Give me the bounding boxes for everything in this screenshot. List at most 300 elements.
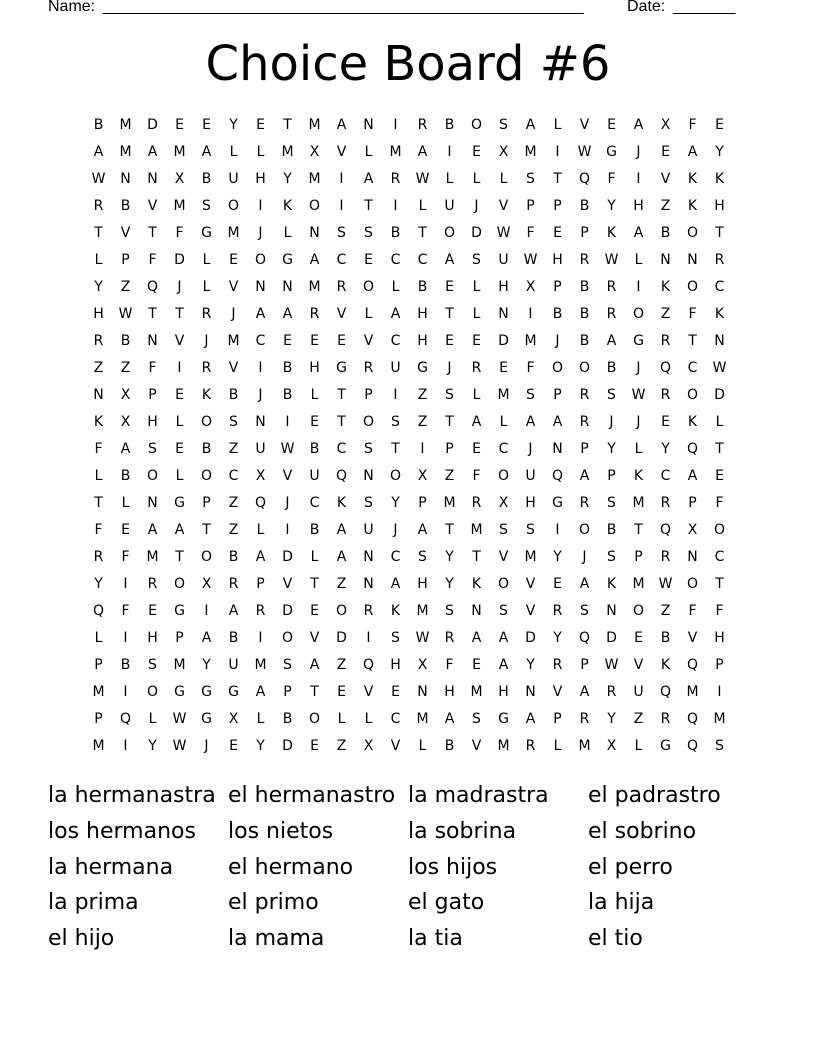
grid-letter[interactable]: C	[417, 252, 428, 268]
grid-letter[interactable]: T	[715, 441, 724, 457]
grid-letter[interactable]: L	[94, 468, 103, 484]
grid-letter[interactable]: A	[147, 522, 158, 538]
grid-letter[interactable]: Q	[578, 171, 591, 187]
grid-letter[interactable]: T	[337, 414, 346, 430]
grid-letter[interactable]: A	[498, 657, 509, 673]
grid-letter[interactable]: I	[258, 360, 263, 376]
grid-letter[interactable]: U	[390, 360, 401, 376]
grid-letter[interactable]: X	[498, 144, 509, 160]
grid-letter[interactable]: S	[364, 441, 373, 457]
grid-letter[interactable]: E	[310, 738, 319, 754]
grid-letter[interactable]: T	[391, 441, 400, 457]
grid-letter[interactable]: R	[606, 306, 617, 322]
grid-letter[interactable]: J	[636, 360, 641, 376]
grid-letter[interactable]: E	[175, 387, 184, 403]
grid-letter[interactable]: M	[416, 603, 429, 619]
grid-letter[interactable]: A	[93, 144, 104, 160]
grid-letter[interactable]: R	[660, 711, 671, 727]
grid-letter[interactable]: A	[201, 144, 212, 160]
grid-letter[interactable]: S	[499, 117, 508, 133]
grid-letter[interactable]: A	[417, 522, 428, 538]
grid-letter[interactable]: S	[229, 414, 238, 430]
grid-letter[interactable]: M	[173, 144, 186, 160]
grid-letter[interactable]: R	[201, 360, 212, 376]
grid-letter[interactable]: T	[175, 306, 184, 322]
grid-letter[interactable]: O	[578, 522, 591, 538]
grid-letter[interactable]: R	[660, 495, 671, 511]
grid-letter[interactable]: G	[228, 684, 239, 700]
grid-letter[interactable]: O	[632, 603, 645, 619]
grid-letter[interactable]: S	[364, 225, 373, 241]
grid-letter[interactable]: M	[92, 738, 105, 754]
grid-letter[interactable]: A	[336, 549, 347, 565]
grid-letter[interactable]: B	[228, 630, 239, 646]
grid-letter[interactable]: M	[92, 684, 105, 700]
grid-letter[interactable]: I	[636, 279, 641, 295]
grid-letter[interactable]: X	[309, 144, 320, 160]
grid-letter[interactable]: R	[93, 198, 104, 214]
grid-letter[interactable]: D	[606, 630, 617, 646]
grid-letter[interactable]: E	[715, 117, 724, 133]
grid-letter[interactable]: H	[390, 657, 401, 673]
grid-letter[interactable]: G	[201, 684, 212, 700]
grid-letter[interactable]: I	[339, 198, 344, 214]
grid-letter[interactable]: X	[417, 657, 428, 673]
grid-letter[interactable]: F	[688, 306, 697, 322]
grid-letter[interactable]: O	[362, 279, 375, 295]
grid-letter[interactable]: B	[606, 522, 617, 538]
grid-letter[interactable]: F	[94, 522, 103, 538]
grid-letter[interactable]: N	[147, 495, 158, 511]
grid-letter[interactable]: I	[420, 441, 425, 457]
grid-letter[interactable]: V	[660, 171, 671, 187]
grid-letter[interactable]: Z	[336, 657, 347, 673]
grid-letter[interactable]: A	[525, 414, 536, 430]
grid-letter[interactable]: O	[281, 630, 294, 646]
grid-letter[interactable]: C	[714, 279, 725, 295]
grid-letter[interactable]: F	[175, 225, 184, 241]
grid-letter[interactable]: R	[606, 279, 617, 295]
grid-letter[interactable]: M	[470, 684, 483, 700]
grid-letter[interactable]: L	[418, 198, 427, 214]
grid-letter[interactable]: N	[363, 549, 374, 565]
grid-letter[interactable]: A	[174, 522, 185, 538]
grid-letter[interactable]: S	[526, 522, 535, 538]
grid-letter[interactable]: Y	[661, 441, 670, 457]
grid-letter[interactable]: R	[93, 549, 104, 565]
grid-letter[interactable]: X	[201, 576, 212, 592]
grid-letter[interactable]: A	[255, 306, 266, 322]
grid-letter[interactable]: M	[443, 495, 456, 511]
grid-letter[interactable]: B	[120, 657, 131, 673]
grid-letter[interactable]: T	[715, 576, 724, 592]
grid-letter[interactable]: X	[120, 414, 131, 430]
grid-letter[interactable]: A	[120, 441, 131, 457]
grid-letter[interactable]: R	[525, 738, 536, 754]
grid-letter[interactable]: Y	[607, 441, 616, 457]
grid-letter[interactable]: P	[121, 252, 130, 268]
grid-letter[interactable]: B	[579, 198, 590, 214]
grid-letter[interactable]: Z	[633, 711, 644, 727]
grid-letter[interactable]: N	[687, 252, 698, 268]
date-blank-line[interactable]: _______	[673, 0, 736, 15]
grid-letter[interactable]: R	[552, 603, 563, 619]
grid-letter[interactable]: B	[579, 279, 590, 295]
grid-letter[interactable]: A	[363, 171, 374, 187]
grid-letter[interactable]: V	[363, 333, 374, 349]
grid-letter[interactable]: R	[579, 495, 590, 511]
grid-letter[interactable]: O	[146, 684, 159, 700]
grid-letter[interactable]: Z	[93, 360, 104, 376]
grid-letter[interactable]: I	[123, 630, 128, 646]
grid-letter[interactable]: L	[634, 441, 643, 457]
grid-letter[interactable]: L	[472, 279, 481, 295]
grid-letter[interactable]: F	[715, 603, 724, 619]
grid-letter[interactable]: O	[578, 360, 591, 376]
grid-letter[interactable]: Z	[120, 279, 131, 295]
grid-letter[interactable]: E	[499, 360, 508, 376]
grid-letter[interactable]: I	[177, 360, 182, 376]
grid-letter[interactable]: G	[201, 225, 212, 241]
grid-letter[interactable]: Q	[119, 711, 132, 727]
grid-letter[interactable]: U	[228, 657, 239, 673]
grid-letter[interactable]: C	[336, 252, 347, 268]
grid-letter[interactable]: I	[123, 684, 128, 700]
grid-letter[interactable]: L	[472, 387, 481, 403]
grid-letter[interactable]: A	[687, 468, 698, 484]
grid-letter[interactable]: T	[715, 225, 724, 241]
grid-letter[interactable]: J	[447, 360, 452, 376]
grid-letter[interactable]: R	[579, 414, 590, 430]
grid-letter[interactable]: S	[607, 495, 616, 511]
grid-letter[interactable]: E	[472, 333, 481, 349]
grid-letter[interactable]: M	[227, 333, 240, 349]
grid-letter[interactable]: Q	[659, 522, 672, 538]
grid-letter[interactable]: O	[686, 576, 699, 592]
grid-letter[interactable]: F	[121, 603, 130, 619]
grid-letter[interactable]: J	[636, 144, 641, 160]
grid-letter[interactable]: Q	[578, 630, 591, 646]
grid-letter[interactable]: S	[418, 549, 427, 565]
grid-letter[interactable]: X	[417, 468, 428, 484]
grid-letter[interactable]: A	[282, 306, 293, 322]
grid-letter[interactable]: K	[390, 603, 401, 619]
grid-letter[interactable]: I	[123, 738, 128, 754]
grid-letter[interactable]: H	[633, 198, 644, 214]
grid-letter[interactable]: D	[714, 387, 725, 403]
grid-letter[interactable]: J	[528, 441, 533, 457]
grid-letter[interactable]: Y	[391, 495, 400, 511]
grid-letter[interactable]: I	[366, 630, 371, 646]
grid-letter[interactable]: L	[337, 711, 346, 727]
grid-letter[interactable]: L	[499, 171, 508, 187]
grid-letter[interactable]: P	[526, 198, 535, 214]
grid-letter[interactable]: I	[447, 144, 452, 160]
grid-letter[interactable]: O	[362, 414, 375, 430]
grid-letter[interactable]: S	[472, 252, 481, 268]
grid-letter[interactable]: A	[579, 684, 590, 700]
grid-letter[interactable]: C	[660, 468, 671, 484]
grid-letter[interactable]: Z	[228, 495, 239, 511]
grid-letter[interactable]: T	[445, 306, 454, 322]
grid-letter[interactable]: T	[553, 171, 562, 187]
grid-letter[interactable]: A	[228, 603, 239, 619]
grid-letter[interactable]: I	[123, 576, 128, 592]
grid-letter[interactable]: Y	[94, 576, 103, 592]
grid-letter[interactable]: C	[390, 252, 401, 268]
grid-letter[interactable]: W	[604, 252, 619, 268]
grid-letter[interactable]: H	[147, 630, 158, 646]
grid-letter[interactable]: C	[255, 333, 266, 349]
grid-letter[interactable]: K	[660, 279, 671, 295]
grid-letter[interactable]: A	[390, 576, 401, 592]
grid-letter[interactable]: J	[231, 306, 236, 322]
grid-letter[interactable]: Y	[202, 657, 211, 673]
grid-letter[interactable]: F	[94, 441, 103, 457]
grid-letter[interactable]: Z	[120, 360, 131, 376]
grid-letter[interactable]: P	[445, 441, 454, 457]
grid-letter[interactable]: L	[310, 387, 319, 403]
grid-letter[interactable]: E	[661, 144, 670, 160]
grid-letter[interactable]: W	[118, 306, 133, 322]
grid-letter[interactable]: Y	[715, 144, 724, 160]
grid-letter[interactable]: O	[335, 603, 348, 619]
grid-letter[interactable]: I	[393, 117, 398, 133]
grid-letter[interactable]: O	[200, 549, 213, 565]
grid-letter[interactable]: M	[173, 657, 186, 673]
grid-letter[interactable]: Z	[228, 522, 239, 538]
grid-letter[interactable]: N	[255, 279, 266, 295]
grid-letter[interactable]: W	[712, 360, 727, 376]
grid-letter[interactable]: N	[498, 306, 509, 322]
grid-letter[interactable]: L	[256, 144, 265, 160]
grid-letter[interactable]: R	[552, 657, 563, 673]
grid-letter[interactable]: W	[658, 576, 673, 592]
grid-letter[interactable]: Z	[228, 441, 239, 457]
grid-letter[interactable]: D	[336, 630, 347, 646]
grid-letter[interactable]: U	[525, 468, 536, 484]
grid-letter[interactable]: B	[201, 171, 212, 187]
grid-letter[interactable]: B	[120, 468, 131, 484]
grid-letter[interactable]: I	[393, 198, 398, 214]
grid-letter[interactable]: X	[687, 522, 698, 538]
grid-letter[interactable]: L	[364, 306, 373, 322]
grid-letter[interactable]: H	[417, 576, 428, 592]
grid-letter[interactable]: R	[228, 576, 239, 592]
grid-letter[interactable]: W	[604, 657, 619, 673]
grid-letter[interactable]: A	[444, 711, 455, 727]
grid-letter[interactable]: I	[258, 198, 263, 214]
grid-letter[interactable]: A	[201, 630, 212, 646]
grid-letter[interactable]: P	[688, 495, 697, 511]
grid-letter[interactable]: R	[471, 360, 482, 376]
grid-letter[interactable]: L	[472, 171, 481, 187]
grid-letter[interactable]: M	[497, 738, 510, 754]
grid-letter[interactable]: F	[148, 360, 157, 376]
grid-letter[interactable]: B	[552, 306, 563, 322]
grid-letter[interactable]: R	[309, 306, 320, 322]
grid-letter[interactable]: D	[282, 549, 293, 565]
grid-letter[interactable]: B	[309, 441, 320, 457]
grid-letter[interactable]: H	[93, 306, 104, 322]
grid-letter[interactable]: H	[444, 684, 455, 700]
grid-letter[interactable]: R	[390, 171, 401, 187]
grid-letter[interactable]: H	[498, 684, 509, 700]
grid-letter[interactable]: I	[258, 630, 263, 646]
grid-letter[interactable]: T	[337, 387, 346, 403]
grid-letter[interactable]: Y	[445, 576, 454, 592]
grid-letter[interactable]: O	[713, 522, 726, 538]
grid-letter[interactable]: Y	[94, 279, 103, 295]
grid-letter[interactable]: T	[148, 225, 157, 241]
grid-letter[interactable]: C	[687, 360, 698, 376]
grid-letter[interactable]: H	[552, 252, 563, 268]
grid-letter[interactable]: Z	[444, 468, 455, 484]
grid-letter[interactable]: Z	[336, 738, 347, 754]
grid-letter[interactable]: N	[120, 171, 131, 187]
grid-letter[interactable]: T	[310, 576, 319, 592]
grid-letter[interactable]: P	[94, 657, 103, 673]
grid-letter[interactable]: L	[445, 171, 454, 187]
grid-letter[interactable]: X	[120, 387, 131, 403]
grid-letter[interactable]: L	[310, 549, 319, 565]
grid-letter[interactable]: Y	[553, 630, 562, 646]
grid-letter[interactable]: R	[147, 576, 158, 592]
grid-letter[interactable]: G	[606, 144, 617, 160]
grid-letter[interactable]: Y	[256, 738, 265, 754]
grid-letter[interactable]: I	[555, 522, 560, 538]
grid-letter[interactable]: L	[202, 252, 211, 268]
grid-letter[interactable]: B	[579, 306, 590, 322]
grid-letter[interactable]: N	[606, 603, 617, 619]
grid-letter[interactable]: Q	[335, 468, 348, 484]
grid-letter[interactable]: P	[580, 225, 589, 241]
grid-letter[interactable]: G	[174, 603, 185, 619]
grid-letter[interactable]: M	[497, 387, 510, 403]
grid-letter[interactable]: R	[363, 603, 374, 619]
grid-letter[interactable]: T	[364, 198, 373, 214]
grid-letter[interactable]: E	[202, 117, 211, 133]
grid-letter[interactable]: L	[499, 414, 508, 430]
grid-letter[interactable]: K	[687, 171, 698, 187]
grid-letter[interactable]: V	[309, 630, 320, 646]
grid-letter[interactable]: J	[285, 495, 290, 511]
grid-letter[interactable]: T	[310, 684, 319, 700]
grid-letter[interactable]: Z	[660, 603, 671, 619]
grid-letter[interactable]: P	[607, 468, 616, 484]
grid-letter[interactable]: C	[390, 711, 401, 727]
grid-letter[interactable]: A	[309, 252, 320, 268]
grid-letter[interactable]: S	[526, 387, 535, 403]
grid-letter[interactable]: P	[175, 630, 184, 646]
grid-letter[interactable]: H	[714, 630, 725, 646]
grid-letter[interactable]: O	[443, 225, 456, 241]
grid-letter[interactable]: E	[553, 576, 562, 592]
grid-letter[interactable]: E	[553, 225, 562, 241]
grid-letter[interactable]: N	[660, 252, 671, 268]
grid-letter[interactable]: A	[417, 144, 428, 160]
grid-letter[interactable]: F	[526, 225, 535, 241]
grid-letter[interactable]: L	[94, 252, 103, 268]
grid-letter[interactable]: O	[389, 468, 402, 484]
grid-letter[interactable]: U	[633, 684, 644, 700]
grid-letter[interactable]: A	[255, 549, 266, 565]
grid-letter[interactable]: W	[631, 387, 646, 403]
grid-letter[interactable]: E	[175, 441, 184, 457]
grid-letter[interactable]: L	[202, 279, 211, 295]
grid-letter[interactable]: B	[282, 360, 293, 376]
grid-letter[interactable]: C	[309, 495, 320, 511]
grid-letter[interactable]: A	[606, 333, 617, 349]
grid-letter[interactable]: H	[525, 495, 536, 511]
grid-letter[interactable]: M	[686, 684, 699, 700]
grid-letter[interactable]: O	[686, 387, 699, 403]
grid-letter[interactable]: V	[282, 468, 293, 484]
grid-letter[interactable]: E	[472, 144, 481, 160]
grid-letter[interactable]: S	[607, 387, 616, 403]
grid-letter[interactable]: E	[229, 252, 238, 268]
grid-letter[interactable]: N	[93, 387, 104, 403]
grid-letter[interactable]: P	[715, 657, 724, 673]
grid-letter[interactable]: L	[256, 522, 265, 538]
grid-letter[interactable]: L	[256, 711, 265, 727]
grid-letter[interactable]: J	[609, 414, 614, 430]
grid-letter[interactable]: E	[337, 333, 346, 349]
grid-letter[interactable]: J	[636, 414, 641, 430]
grid-letter[interactable]: M	[713, 711, 726, 727]
grid-letter[interactable]: I	[285, 414, 290, 430]
grid-letter[interactable]: R	[579, 252, 590, 268]
grid-letter[interactable]: O	[173, 576, 186, 592]
grid-letter[interactable]: M	[146, 549, 159, 565]
grid-letter[interactable]: P	[553, 387, 562, 403]
grid-letter[interactable]: J	[582, 549, 587, 565]
grid-letter[interactable]: S	[391, 414, 400, 430]
grid-letter[interactable]: A	[147, 144, 158, 160]
grid-letter[interactable]: L	[175, 468, 184, 484]
grid-letter[interactable]: Z	[660, 198, 671, 214]
grid-letter[interactable]: B	[444, 117, 455, 133]
grid-letter[interactable]: E	[472, 657, 481, 673]
grid-letter[interactable]: L	[418, 738, 427, 754]
grid-letter[interactable]: H	[714, 198, 725, 214]
grid-letter[interactable]: J	[555, 333, 560, 349]
grid-letter[interactable]: R	[444, 630, 455, 646]
grid-letter[interactable]: C	[498, 441, 509, 457]
grid-letter[interactable]: E	[715, 468, 724, 484]
grid-letter[interactable]: Q	[686, 441, 699, 457]
grid-letter[interactable]: Y	[283, 171, 292, 187]
grid-letter[interactable]: Q	[659, 360, 672, 376]
grid-letter[interactable]: G	[174, 684, 185, 700]
grid-letter[interactable]: L	[148, 711, 157, 727]
grid-letter[interactable]: Z	[336, 576, 347, 592]
grid-letter[interactable]: V	[336, 306, 347, 322]
grid-letter[interactable]: V	[390, 738, 401, 754]
grid-letter[interactable]: Y	[607, 198, 616, 214]
grid-letter[interactable]: H	[255, 171, 266, 187]
grid-letter[interactable]: V	[498, 549, 509, 565]
grid-letter[interactable]: N	[552, 441, 563, 457]
grid-letter[interactable]: C	[714, 549, 725, 565]
grid-letter[interactable]: L	[715, 414, 724, 430]
grid-letter[interactable]: D	[174, 252, 185, 268]
grid-letter[interactable]: E	[148, 603, 157, 619]
grid-letter[interactable]: K	[201, 387, 212, 403]
grid-letter[interactable]: N	[525, 684, 536, 700]
grid-letter[interactable]: X	[255, 468, 266, 484]
grid-letter[interactable]: H	[309, 360, 320, 376]
